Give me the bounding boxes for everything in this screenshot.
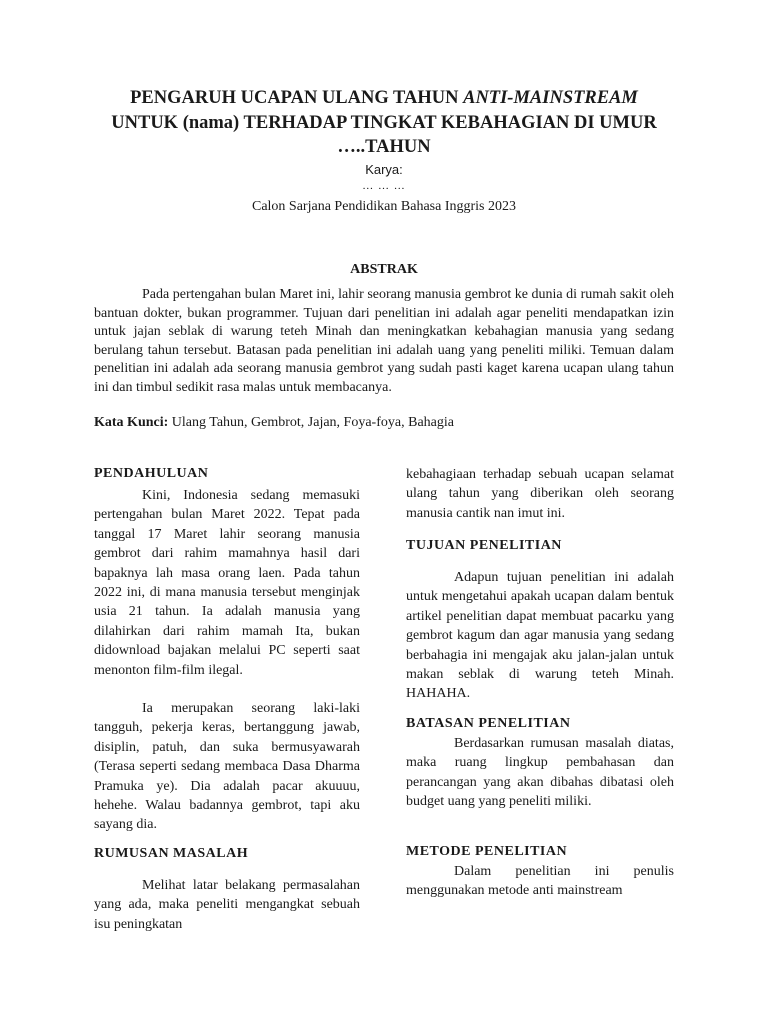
title-line3: …..TAHUN xyxy=(337,137,431,157)
section-heading-tujuan: TUJUAN PENELITIAN xyxy=(406,538,562,553)
left-column xyxy=(94,0,360,1024)
rumusan-paragraph-continued: kebahagiaan terhadap sebuah ucapan selamat ulang tahun yang diberikan oleh seorang manusia cantik nan imut ini. xyxy=(406,467,674,521)
section-heading-pendahuluan: PENDAHULUAN xyxy=(94,466,209,481)
abstract-heading: ABSTRAK xyxy=(350,262,418,277)
title-line2: UNTUK (nama) TERHADAP TINGKAT KEBAHAGIAN DI UMUR xyxy=(111,112,657,133)
author-name: … … … xyxy=(362,180,406,192)
title-line1-italic: ANTI-MAINSTREAM xyxy=(463,88,638,108)
batasan-paragraph-1: Berdasarkan rumusan masalah diatas, maka ruang lingkup pembahasan dan perancangan yang akan dibahas dibatasi oleh budget uang yang peneliti miliki. xyxy=(406,736,674,810)
author-affiliation: Calon Sarjana Pendidikan Bahasa Inggris 2023 xyxy=(251,199,516,214)
keywords-label: Kata Kunci: xyxy=(94,415,169,430)
pendahuluan-paragraph-2: Ia merupakan seorang laki-laki tangguh, pekerja keras, bertanggung jawab, disiplin, patuh, dan suka bermusyawarah (Terasa seperti sedang membaca Dasa Dharma Pramuka ye). Dia adalah pacar akuuuu, hehehe. Walau badannya gembrot, tapi aku sayang dia. xyxy=(94,701,360,833)
metode-paragraph-1: Dalam penelitian ini penulis menggunakan metode anti mainstream xyxy=(406,864,674,899)
keywords-text: Ulang Tahun, Gembrot, Jajan, Foya-foya, Bahagia xyxy=(171,415,454,430)
section-heading-batasan: BATASAN PENELITIAN xyxy=(406,716,571,731)
right-column xyxy=(406,0,674,1024)
abstract-text: Pada pertengahan bulan Maret ini, lahir seorang manusia gembrot ke dunia di rumah sakit oleh bantuan dokter, bukan programmer. Tujuan dari penelitian ini adalah agar peneliti mendapatkan izin untuk jajan seblak di warung teteh Minah dan meningkatkan kebahagian manusia yang sedang berulang tahun tersebut. Batasan pada penelitian ini adalah uang yang peneliti miliki. Temuan dalam penelitian ini adalah ada seorang manusia gembrot yang sudah pasti kaget karena ucapan ulang tahun ini dan timbul sedikit rasa malas untuk membacanya. xyxy=(94,287,674,395)
section-heading-rumusan: RUMUSAN MASALAH xyxy=(94,846,249,861)
rumusan-paragraph-1: Melihat latar belakang permasalahan yang ada, maka peneliti mengangkat sebuah isu peningkatan xyxy=(94,878,360,932)
section-heading-metode: METODE PENELITIAN xyxy=(406,844,568,859)
title-line1-regular: PENGARUH UCAPAN ULANG TAHUN xyxy=(130,88,464,108)
pendahuluan-paragraph-1: Kini, Indonesia sedang memasuki pertengahan bulan Maret 2022. Tepat pada tanggal 17 Maret lahir seorang manusia gembrot dari rahim mamahnya hasil dari bapaknya lah masa orang laen. Pada tahun 2022 ini, di mana manusia tersebut menginjak usia 21 tahun. Ia adalah manusia yang dilahirkan dari rahim mamah Ita, bukan didownload bajakan melalui PC seperti saat menonton film-film ilegal. xyxy=(94,488,360,678)
tujuan-paragraph-1: Adapun tujuan penelitian ini adalah untuk mengetahui apakah ucapan dalam bentuk artikel penelitian dapat membuat pacarku yang gembrot kagum dan agar manusia yang sedang berbahagia ini mengajak aku jalan-jalan untuk makan seblak di warung teteh Minah. HAHAHA. xyxy=(406,570,674,702)
karya-label: Karya: xyxy=(365,162,403,177)
